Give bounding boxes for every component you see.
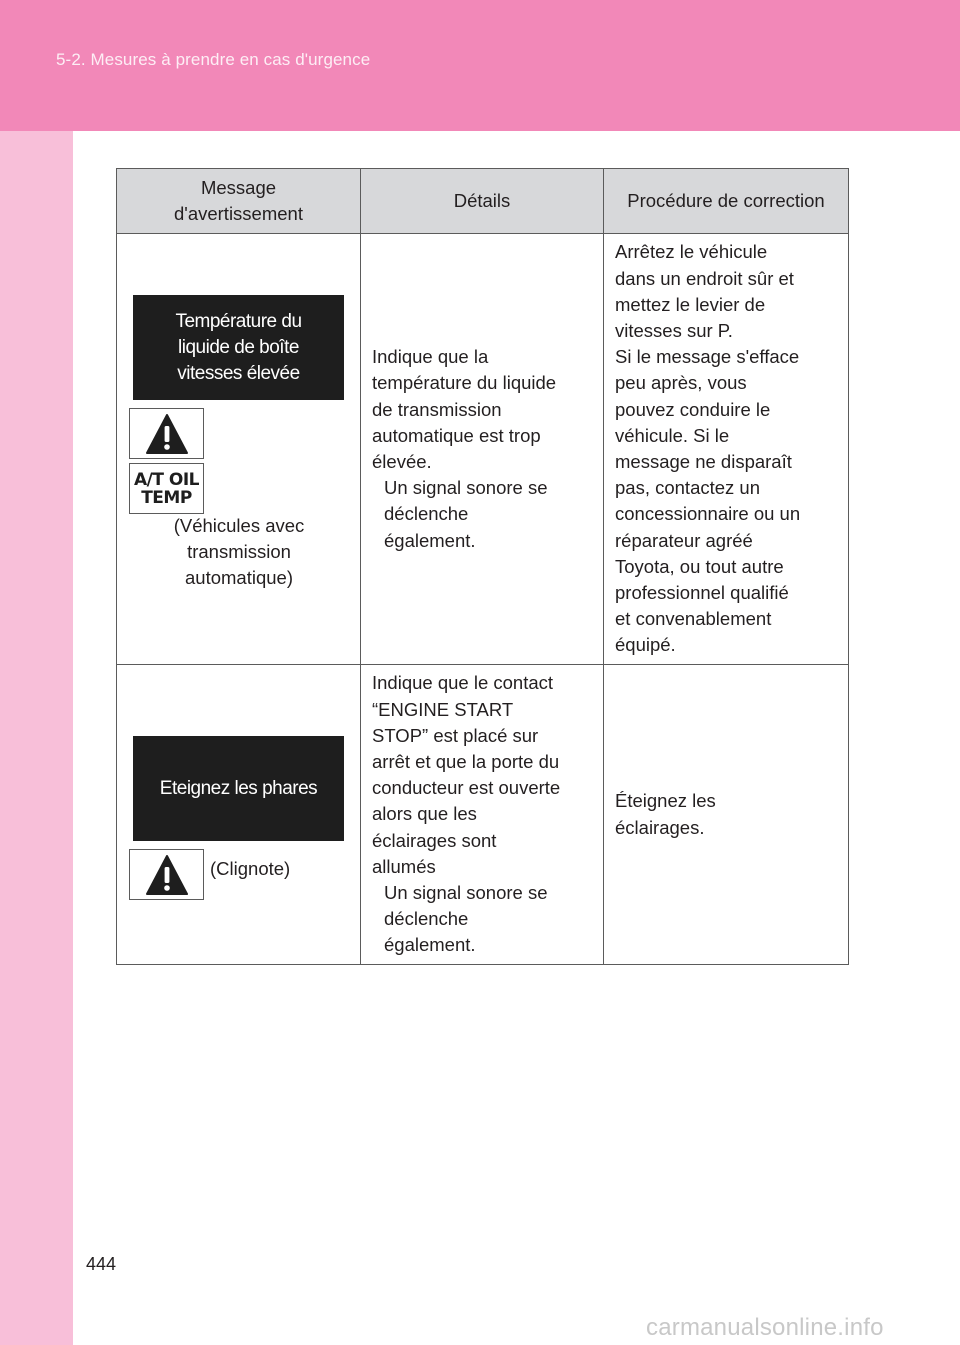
procedure-cell bbox=[604, 665, 849, 965]
warning-triangle-icon-svg bbox=[145, 413, 189, 455]
details-cell bbox=[361, 234, 604, 665]
side-strip bbox=[0, 131, 73, 1345]
page-number: 444 bbox=[86, 1254, 117, 1274]
at-oil-temp-icon-text: A/T OIL TEMP bbox=[134, 469, 199, 508]
table-row bbox=[117, 665, 849, 965]
at-oil-temp-icon bbox=[129, 463, 204, 514]
display-message-text: Eteignez les phares bbox=[159, 777, 318, 799]
message-cell bbox=[117, 665, 361, 965]
warning-table bbox=[116, 168, 849, 965]
header-procedure: Procédure de correction bbox=[604, 169, 849, 234]
message-cell bbox=[117, 234, 361, 665]
display-message-text: Température du liquide de boîte vitesses élevée bbox=[175, 310, 302, 384]
warning-triangle-icon bbox=[129, 408, 204, 459]
warning-triangle-icon-svg bbox=[145, 854, 189, 896]
warning-triangle-icon bbox=[129, 849, 204, 900]
header-message bbox=[117, 169, 361, 234]
details-cell bbox=[361, 665, 604, 965]
table-header-row bbox=[117, 169, 849, 234]
vehicle-condition: (Véhicules avec transmission automatique) bbox=[173, 515, 305, 589]
procedure-cell bbox=[604, 234, 849, 665]
details-text: Indique que le contact “ENGINE START STOP” est placé sur arrêt et que la porte du conducteur est ouverte alors que les éclairages sont allumés bbox=[372, 672, 561, 877]
footer-watermark: carmanualsonline.info bbox=[646, 1314, 884, 1341]
header-details: Détails bbox=[361, 169, 604, 234]
details-text: Indique que la température du liquide de transmission automatique est trop élevée. bbox=[372, 346, 557, 472]
header-message-line: Message d'avertissement bbox=[174, 177, 303, 224]
table-row bbox=[117, 234, 849, 665]
details-note: Un signal sonore se déclenche également. bbox=[384, 477, 548, 551]
display-message-box bbox=[133, 295, 344, 400]
details-note: Un signal sonore se déclenche également. bbox=[384, 882, 548, 956]
procedure-text: Éteignez les éclairages. bbox=[615, 790, 716, 838]
section-title: 5-2. Mesures à prendre en cas d'urgence bbox=[56, 50, 371, 69]
blink-label: (Clignote) bbox=[210, 858, 291, 879]
procedure-text: Arrêtez le véhicule dans un endroit sûr et mettez le levier de vitesses sur P. Si le message s'efface peu après, vous pouvez conduire le véhicule. Si le message ne disparaît pas, contactez un concessionnaire ou un réparateur agréé Toyota, ou tout autre professionnel qualifié et convenablement équipé. bbox=[615, 241, 801, 656]
display-message-box bbox=[133, 736, 344, 841]
